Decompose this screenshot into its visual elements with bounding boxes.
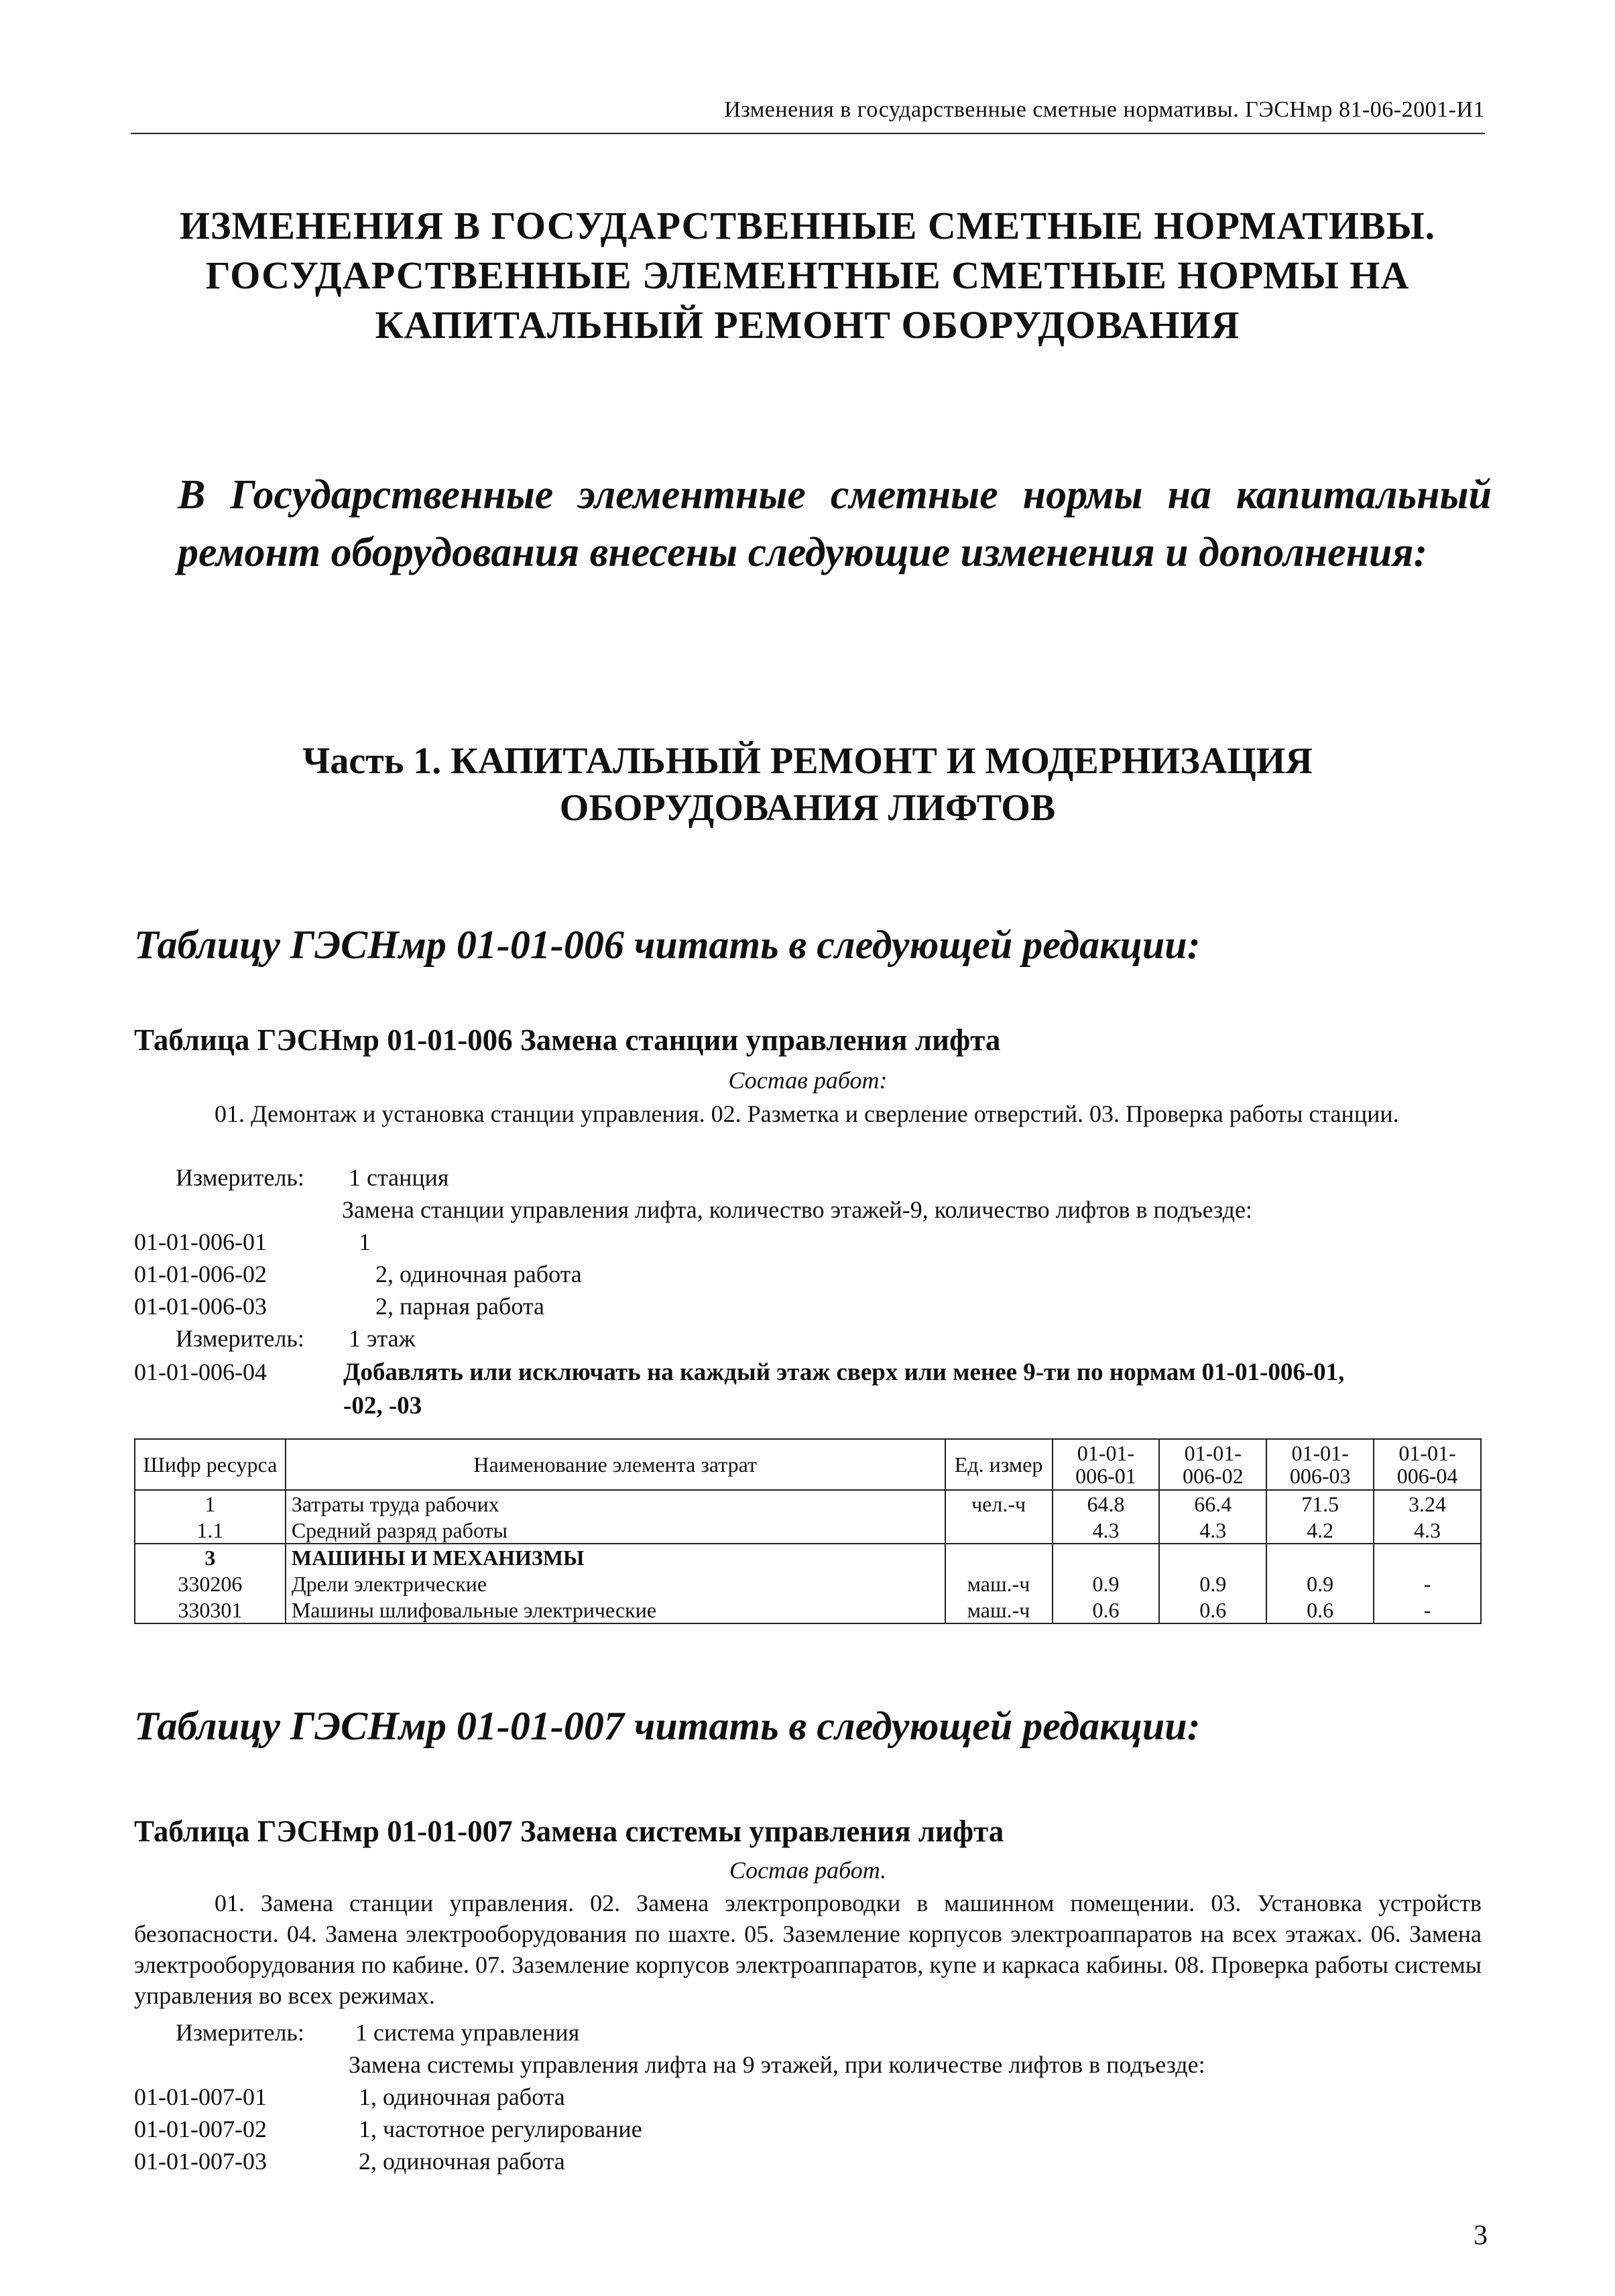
cell-value: 4.3 xyxy=(1053,1517,1160,1544)
cell-value: 0.9 xyxy=(1159,1570,1266,1597)
section1-meter-label: Измеритель: xyxy=(176,1164,304,1191)
section1-sostav-label: Состав работ: xyxy=(728,1067,888,1094)
norm-text: 2, одиночная работа xyxy=(375,1261,582,1287)
running-header: Изменения в государственные сметные нормативы. ГЭСНмр 81-06-2001-И1 xyxy=(131,94,1485,134)
norm-code: 01-01-006-03 xyxy=(134,1293,267,1320)
cell-value xyxy=(1159,1544,1266,1570)
cell-value: 4.3 xyxy=(1159,1517,1266,1544)
cell-name: Затраты труда рабочих xyxy=(286,1490,945,1517)
header-col: 01-01-006-01 xyxy=(1053,1439,1160,1490)
cell-value: 0.6 xyxy=(1159,1597,1266,1623)
norm-text: 1 xyxy=(359,1228,371,1255)
section1-table-heading: Таблица ГЭСНмр 01-01-006 Замена станции управления лифта xyxy=(134,1023,1001,1057)
main-title-line: ИЗМЕНЕНИЯ В ГОСУДАРСТВЕННЫЕ СМЕТНЫЕ НОРМАТИВЫ. xyxy=(179,204,1436,247)
cell-value: 4.3 xyxy=(1374,1517,1481,1544)
section1-meter2-label: Измеритель: xyxy=(176,1325,304,1352)
table-row xyxy=(135,1570,1481,1597)
section2-description: Замена системы управления лифта на 9 этажей, при количестве лифтов в подъезде: xyxy=(349,2051,1205,2078)
part-title-line: Часть 1. КАПИТАЛЬНЫЙ РЕМОНТ И МОДЕРНИЗАЦИЯ xyxy=(302,740,1313,782)
norm-text: 1, частотное регулирование xyxy=(359,2116,642,2142)
part-title-line: ОБОРУДОВАНИЯ ЛИФТОВ xyxy=(559,787,1056,829)
cell-name: Машины шлифовальные электрические xyxy=(286,1597,945,1623)
norm-code: 01-01-006-04 xyxy=(134,1359,267,1385)
cell-value: 64.8 xyxy=(1053,1490,1160,1517)
cell-value xyxy=(1374,1544,1481,1570)
section2-table-heading: Таблица ГЭСНмр 01-01-007 Замена системы управления лифта xyxy=(134,1815,1004,1848)
header-code: Шифр ресурса xyxy=(135,1439,286,1490)
section2-meter-label: Измеритель: xyxy=(176,2019,304,2046)
section1-description: Замена станции управления лифта, количество этажей-9, количество лифтов в подъезде: xyxy=(342,1196,1252,1223)
section2-redaction: Таблицу ГЭСНмр 01-01-007 читать в следующей редакции: xyxy=(134,1704,1201,1748)
part-title xyxy=(101,738,1514,831)
cell-unit xyxy=(945,1517,1053,1544)
cell-value: 4.2 xyxy=(1266,1517,1374,1544)
norm-text: 2, парная работа xyxy=(375,1293,545,1320)
main-title-line: ГОСУДАРСТВЕННЫЕ ЭЛЕМЕНТНЫЕ СМЕТНЫЕ НОРМЫ НА xyxy=(205,253,1410,297)
table-row xyxy=(135,1544,1481,1570)
cell-value: - xyxy=(1374,1597,1481,1623)
table-row xyxy=(135,1517,1481,1544)
section2-meter-value: 1 система управления xyxy=(355,2019,580,2046)
cell-code: 330206 xyxy=(135,1570,286,1597)
cell-value: 66.4 xyxy=(1159,1490,1266,1517)
cell-value: 71.5 xyxy=(1266,1490,1374,1517)
cell-value: 0.9 xyxy=(1053,1570,1160,1597)
cell-code: 330301 xyxy=(135,1597,286,1623)
intro-paragraph: В Государственные элементные сметные нормы на капитальный ремонт оборудования внесены следующие изменения и дополнения: xyxy=(178,472,1492,575)
cell-value xyxy=(1266,1544,1374,1570)
cell-value: 0.6 xyxy=(1266,1597,1374,1623)
section1-meter-value: 1 станция xyxy=(349,1164,449,1191)
cell-unit xyxy=(945,1544,1053,1570)
norm-code: 01-01-007-02 xyxy=(134,2116,267,2142)
cell-unit: чел.-ч xyxy=(945,1490,1053,1517)
main-title-line: КАПИТАЛЬНЫЙ РЕМОНТ ОБОРУДОВАНИЯ xyxy=(375,303,1240,347)
norm-code: 01-01-006-01 xyxy=(134,1228,267,1255)
norm-code: 01-01-007-03 xyxy=(134,2148,267,2175)
section1-meter2-value: 1 этаж xyxy=(349,1325,416,1352)
norm-text-continuation: -02, -03 xyxy=(343,1392,422,1420)
cell-value: - xyxy=(1374,1570,1481,1597)
section2-sostav-label: Состав работ. xyxy=(729,1857,887,1884)
header-col: 01-01-006-02 xyxy=(1159,1439,1266,1490)
cell-code: 3 xyxy=(135,1544,286,1570)
norm-code: 01-01-006-02 xyxy=(134,1261,267,1287)
section2-sostav-text: 01. Замена станции управления. 02. Замена электропроводки в машинном помещении. 03. Установка устройств безопасности. 04. Замена электрооборудования по шахте. 05. Заземление корпусов электроаппаратов на всех этажах. 06. Замена электрооборудования по кабине. 07. Заземление корпусов электроаппаратов, купе и каркаса кабины. 08. Проверка работы системы управления во всех режимах. xyxy=(134,1890,1482,2009)
cell-unit: маш.-ч xyxy=(945,1570,1053,1597)
cell-unit: маш.-ч xyxy=(945,1597,1053,1623)
section1-sostav-text: 01. Демонтаж и установка станции управления. 02. Разметка и сверление отверстий. 03. Проверка работы станции. xyxy=(215,1100,1399,1127)
header-col: 01-01-006-04 xyxy=(1374,1439,1481,1490)
cell-code: 1.1 xyxy=(135,1517,286,1544)
section1-redaction: Таблицу ГЭСНмр 01-01-006 читать в следующей редакции: xyxy=(134,923,1201,967)
main-title xyxy=(101,201,1514,350)
page-number: 3 xyxy=(1474,2220,1488,2251)
cell-value: 0.9 xyxy=(1266,1570,1374,1597)
table-row xyxy=(135,1490,1481,1517)
norm-text: Добавлять или исключать на каждый этаж сверх или менее 9-ти по нормам 01-01-006-01, xyxy=(343,1359,1345,1386)
header-name: Наименование элемента затрат xyxy=(286,1439,945,1490)
cell-name: МАШИНЫ И МЕХАНИЗМЫ xyxy=(286,1544,945,1570)
cell-value xyxy=(1053,1544,1160,1570)
cell-value: 0.6 xyxy=(1053,1597,1160,1623)
cell-name: Средний разряд работы xyxy=(286,1517,945,1544)
table-row xyxy=(135,1597,1481,1623)
table-header-row xyxy=(135,1439,1481,1490)
norm-text: 1, одиночная работа xyxy=(359,2083,565,2110)
norm-text: 2, одиночная работа xyxy=(359,2148,565,2175)
cell-value: 3.24 xyxy=(1374,1490,1481,1517)
header-col: 01-01-006-03 xyxy=(1266,1439,1374,1490)
cell-name: Дрели электрические xyxy=(286,1570,945,1597)
resource-table xyxy=(134,1438,1482,1624)
cell-code: 1 xyxy=(135,1490,286,1517)
norm-code: 01-01-007-01 xyxy=(134,2083,267,2110)
header-unit: Ед. измер xyxy=(945,1439,1053,1490)
